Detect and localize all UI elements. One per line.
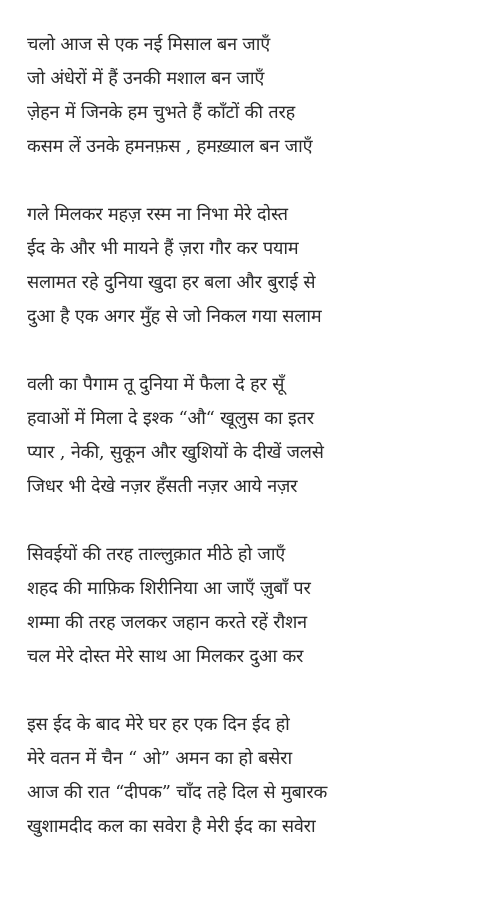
poem-line: सिवईयों की तरह ताल्लुक़ात मीठे हो जाएँ <box>27 544 286 565</box>
poem-line: हवाओं में मिला दे इश्क “औ“ खूलुस का इतर <box>27 408 314 429</box>
poem-line: कसम लें उनके हमनफ़स , हमख़्याल बन जाएँ <box>27 136 313 157</box>
poem-line: शम्मा की तरह जलकर जहान करते रहें रौशन <box>27 612 307 633</box>
poem-line: चलो आज से एक नई मिसाल बन जाएँ <box>27 34 270 55</box>
stanza-2 <box>27 198 497 334</box>
poem-line: जिधर भी देखे नज़र हँसती नज़र आये नज़र <box>27 476 298 497</box>
poem-line: दुआ है एक अगर मुँह से जो निकल गया सलाम <box>27 306 322 327</box>
poem-line: आज की रात “दीपक” चाँद तहे दिल से मुबारक <box>27 782 328 803</box>
poem-line: खुशामदीद कल का सवेरा है मेरी ईद का सवेरा <box>27 816 316 837</box>
stanza-4 <box>27 538 497 674</box>
poem-line: ज़ेहन में जिनके हम चुभते हैं काँटों की तरह <box>27 102 295 123</box>
stanza-3 <box>27 368 497 504</box>
stanza-5 <box>27 708 497 844</box>
poem-line: वली का पैगाम तू दुनिया में फैला दे हर सूँ <box>27 374 285 395</box>
poem-line: मेरे वतन में चैन “ ओ” अमन का हो बसेरा <box>27 748 292 769</box>
poem-line: प्यार , नेकी, सुकून और खुशियों के दीखें जलसे <box>27 442 324 463</box>
poem-line: इस ईद के बाद मेरे घर हर एक दिन ईद हो <box>27 714 290 735</box>
poem-line: सलामत रहे दुनिया खुदा हर बला और बुराई से <box>27 272 316 293</box>
stanza-1 <box>27 28 497 164</box>
poem <box>27 28 497 844</box>
poem-line: चल मेरे दोस्त मेरे साथ आ मिलकर दुआ कर <box>27 646 304 667</box>
poem-line: ईद के और भी मायने हैं ज़रा गौर कर पयाम <box>27 238 299 259</box>
poem-line: गले मिलकर महज़ रस्म ना निभा मेरे दोस्त <box>27 204 288 225</box>
poem-line: शहद की माफ़िक शिरीनिया आ जाएँ ज़ुबाँ पर <box>27 578 311 599</box>
poem-line: जो अंधेरों में हैं उनकी मशाल बन जाएँ <box>27 68 265 89</box>
